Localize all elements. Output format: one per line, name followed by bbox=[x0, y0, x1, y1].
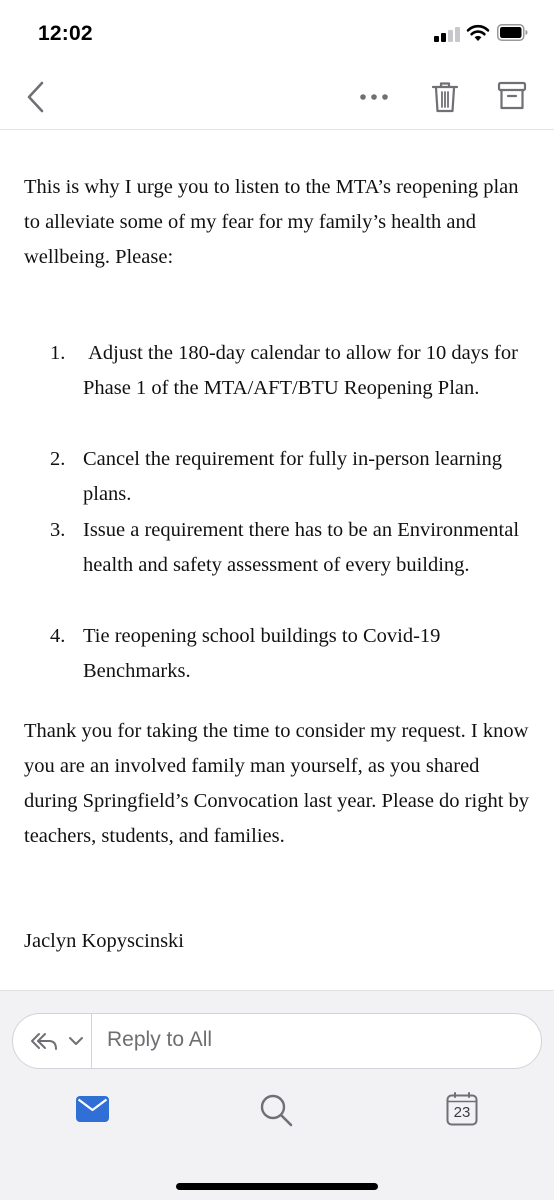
chevron-down-icon[interactable] bbox=[67, 1034, 85, 1048]
list-item-number: 3. bbox=[50, 519, 66, 541]
home-indicator[interactable] bbox=[176, 1183, 378, 1190]
bottom-bar bbox=[0, 990, 554, 1200]
calendar-day-number: 23 bbox=[453, 1104, 471, 1121]
status-time: 12:02 bbox=[38, 22, 93, 45]
list-item-text: Tie reopening school buildings to Covid-19 Benchmarks. bbox=[83, 625, 441, 682]
cellular-signal-icon bbox=[434, 26, 460, 42]
list-item-number: 1. bbox=[50, 342, 66, 364]
reply-to-all-field[interactable] bbox=[12, 1013, 542, 1069]
reply-all-icon[interactable] bbox=[29, 1030, 59, 1052]
mail-icon[interactable] bbox=[76, 1096, 109, 1122]
list-item-text: Issue a requirement there has to be an Environmental health and safety assessment of every building. bbox=[83, 519, 520, 576]
list-item-number: 4. bbox=[50, 625, 66, 647]
divider bbox=[91, 1014, 92, 1068]
search-icon[interactable] bbox=[258, 1092, 294, 1128]
message-toolbar bbox=[0, 64, 554, 130]
list-item-text: Cancel the requirement for fully in-person learning plans. bbox=[83, 448, 502, 505]
status-bar bbox=[0, 0, 554, 64]
reply-to-all-label: Reply to All bbox=[107, 1028, 213, 1051]
more-icon[interactable] bbox=[358, 92, 390, 102]
calendar-icon[interactable] bbox=[446, 1092, 478, 1126]
list-item-number: 2. bbox=[50, 448, 66, 470]
email-body bbox=[0, 130, 554, 990]
list-item-text: Adjust the 180-day calendar to allow for 10 days for Phase 1 of the MTA/AFT/BTU Reopening Plan. bbox=[83, 342, 524, 399]
battery-icon bbox=[497, 24, 528, 41]
email-signature: Jaclyn Kopyscinski bbox=[24, 930, 184, 952]
back-chevron-icon[interactable] bbox=[24, 80, 48, 114]
email-closing-paragraph: Thank you for taking the time to consider my request. I know you are an involved family man yourself, as you shared during Springfield’s Convocation last year. Please do right by teachers, students, and families. bbox=[24, 720, 530, 847]
wifi-icon bbox=[466, 23, 490, 42]
email-intro-paragraph: This is why I urge you to listen to the MTA’s reopening plan to alleviate some of my fear for my family’s health and wellbeing. Please: bbox=[24, 176, 519, 268]
trash-icon[interactable] bbox=[430, 80, 460, 114]
archive-icon[interactable] bbox=[497, 80, 527, 112]
